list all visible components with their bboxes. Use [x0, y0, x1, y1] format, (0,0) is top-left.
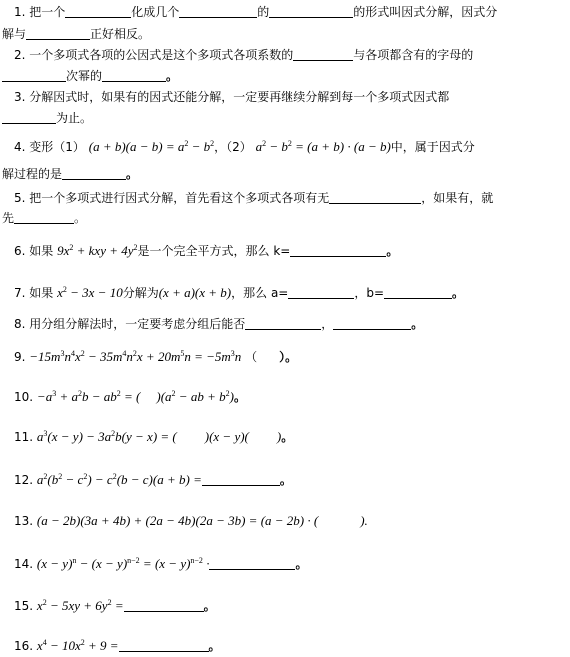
- question-4: 4. 变形（1） $(a + b)(a - b) = a^2 - b^2$，（2） $a^2 - b^2 = (a + b) \cdot (a - b)$中，属于因式分: [14, 139, 475, 154]
- math-expression: $x^4 - 10x^2 + 9$ =: [36, 638, 119, 653]
- question-14: 14. $(x - y)^n - (x - y)^{n-2} = (x - y)^{n-2}$ · 。: [14, 556, 308, 571]
- question-3-cont: 为止。: [2, 110, 570, 126]
- question-13: 13. (a − 2b)(3a + 4b) + (2a − 4b)(2a − 3b) = (a − 2b) · ( ).: [14, 513, 368, 528]
- math-expression: $x^2 - 5xy + 6y^2$ =: [36, 598, 124, 613]
- answer-blank[interactable]: [245, 317, 321, 330]
- question-2-cont: 次幂的 。: [2, 68, 570, 84]
- question-7: 7. 如果 $x^2 - 3x - 10$分解为(x + a)(x + b)，那么 a= ，b= 。: [14, 285, 465, 300]
- math-expression: $(x - y)^n - (x - y)^{n-2} = (x - y)^{n-2}$ ·: [36, 556, 210, 571]
- answer-blank[interactable]: [293, 48, 353, 61]
- answer-blank-b[interactable]: [384, 286, 452, 299]
- answer-blank[interactable]: [269, 5, 353, 18]
- answer-blank[interactable]: [290, 244, 386, 257]
- answer-blank[interactable]: [65, 5, 131, 18]
- math-expression: $-15m^3n^4x^2 - 35m^4n^2x + 20m^5n = -5m^3n$: [29, 349, 242, 364]
- question-16: 16. $x^4 - 10x^2 + 9$ = 。: [14, 638, 221, 653]
- question-8: 8. 用分组分解法时，一定要考虑分组后能否 ， 。: [14, 317, 424, 331]
- question-5: 5. 把一个多项式进行因式分解，首先看这个多项式各项有无 ，如果有，就: [14, 191, 494, 205]
- math-expression: $a^2(b^2 - c^2) - c^2(b - c)(a + b)$ =: [36, 472, 202, 487]
- question-15: 15. $x^2 - 5xy + 6y^2$ = 。: [14, 598, 216, 613]
- answer-blank[interactable]: [202, 473, 280, 486]
- question-4-cont: 解过程的是 。: [2, 167, 139, 181]
- question-1-cont: 解与 正好相反。: [2, 27, 151, 41]
- answer-blank[interactable]: [26, 27, 90, 40]
- math-expression: $-a^3 + a^2b - ab^2$ = ( )($a^2$ − ab + $b^2$): [36, 389, 234, 404]
- math-expression: (x + a)(x + b): [158, 285, 232, 300]
- math-expression: (a − 2b)(3a + 4b) + (2a − 4b)(2a − 3b) = (a − 2b) · ( ).: [36, 513, 368, 528]
- math-expression: $9x^2$ + kxy + $4y^2$: [57, 243, 138, 258]
- question-6: 6. 如果 $9x^2$ + kxy + $4y^2$是一个完全平方式，那么 k= 。: [14, 243, 399, 258]
- answer-blank[interactable]: [2, 69, 66, 82]
- math-expression: $a^2 - b^2 = (a + b) \cdot (a - b)$: [255, 139, 391, 154]
- question-5-cont: 先 。: [2, 211, 87, 225]
- answer-blank[interactable]: [14, 211, 74, 224]
- answer-blank[interactable]: [119, 639, 209, 652]
- answer-blank[interactable]: [209, 557, 295, 570]
- question-9: 9. $-15m^3n^4x^2 - 35m^4n^2x + 20m^5n = -5m^3n$ （ ）。: [14, 349, 298, 364]
- math-expression: $x^2 - 3x - 10$: [57, 285, 123, 300]
- question-12: 12. $a^2(b^2 - c^2) - c^2(b - c)(a + b)$ = 。: [14, 472, 292, 487]
- math-expression: $a^3(x - y) - 3a^2b(y - x)$ = ( )(x − y)( ): [36, 429, 282, 444]
- question-3: 3. 分解因式时，如果有的因式还能分解，一定要再继续分解到每一个多项式因式都: [14, 90, 450, 104]
- question-1: 1. 把一个 化成几个 的 的形式叫因式分解，因式分: [14, 5, 498, 19]
- answer-blank[interactable]: [102, 69, 166, 82]
- answer-blank[interactable]: [333, 317, 411, 330]
- answer-blank[interactable]: [329, 191, 421, 204]
- question-2: 2. 一个多项式各项的公因式是这个多项式各项系数的 与各项都含有的字母的: [14, 48, 474, 62]
- math-expression: $(a + b)(a - b) = a^2 - b^2$: [88, 139, 215, 154]
- answer-blank[interactable]: [62, 167, 126, 180]
- answer-blank[interactable]: [179, 5, 257, 18]
- answer-blank[interactable]: [124, 599, 204, 612]
- question-10: 10. $-a^3 + a^2b - ab^2$ = ( )($a^2$ − ab + $b^2$)。: [14, 389, 246, 404]
- answer-blank[interactable]: [2, 111, 56, 124]
- answer-blank-a[interactable]: [288, 286, 354, 299]
- question-11: 11. $a^3(x - y) - 3a^2b(y - x)$ = ( )(x − y)( )。: [14, 429, 294, 444]
